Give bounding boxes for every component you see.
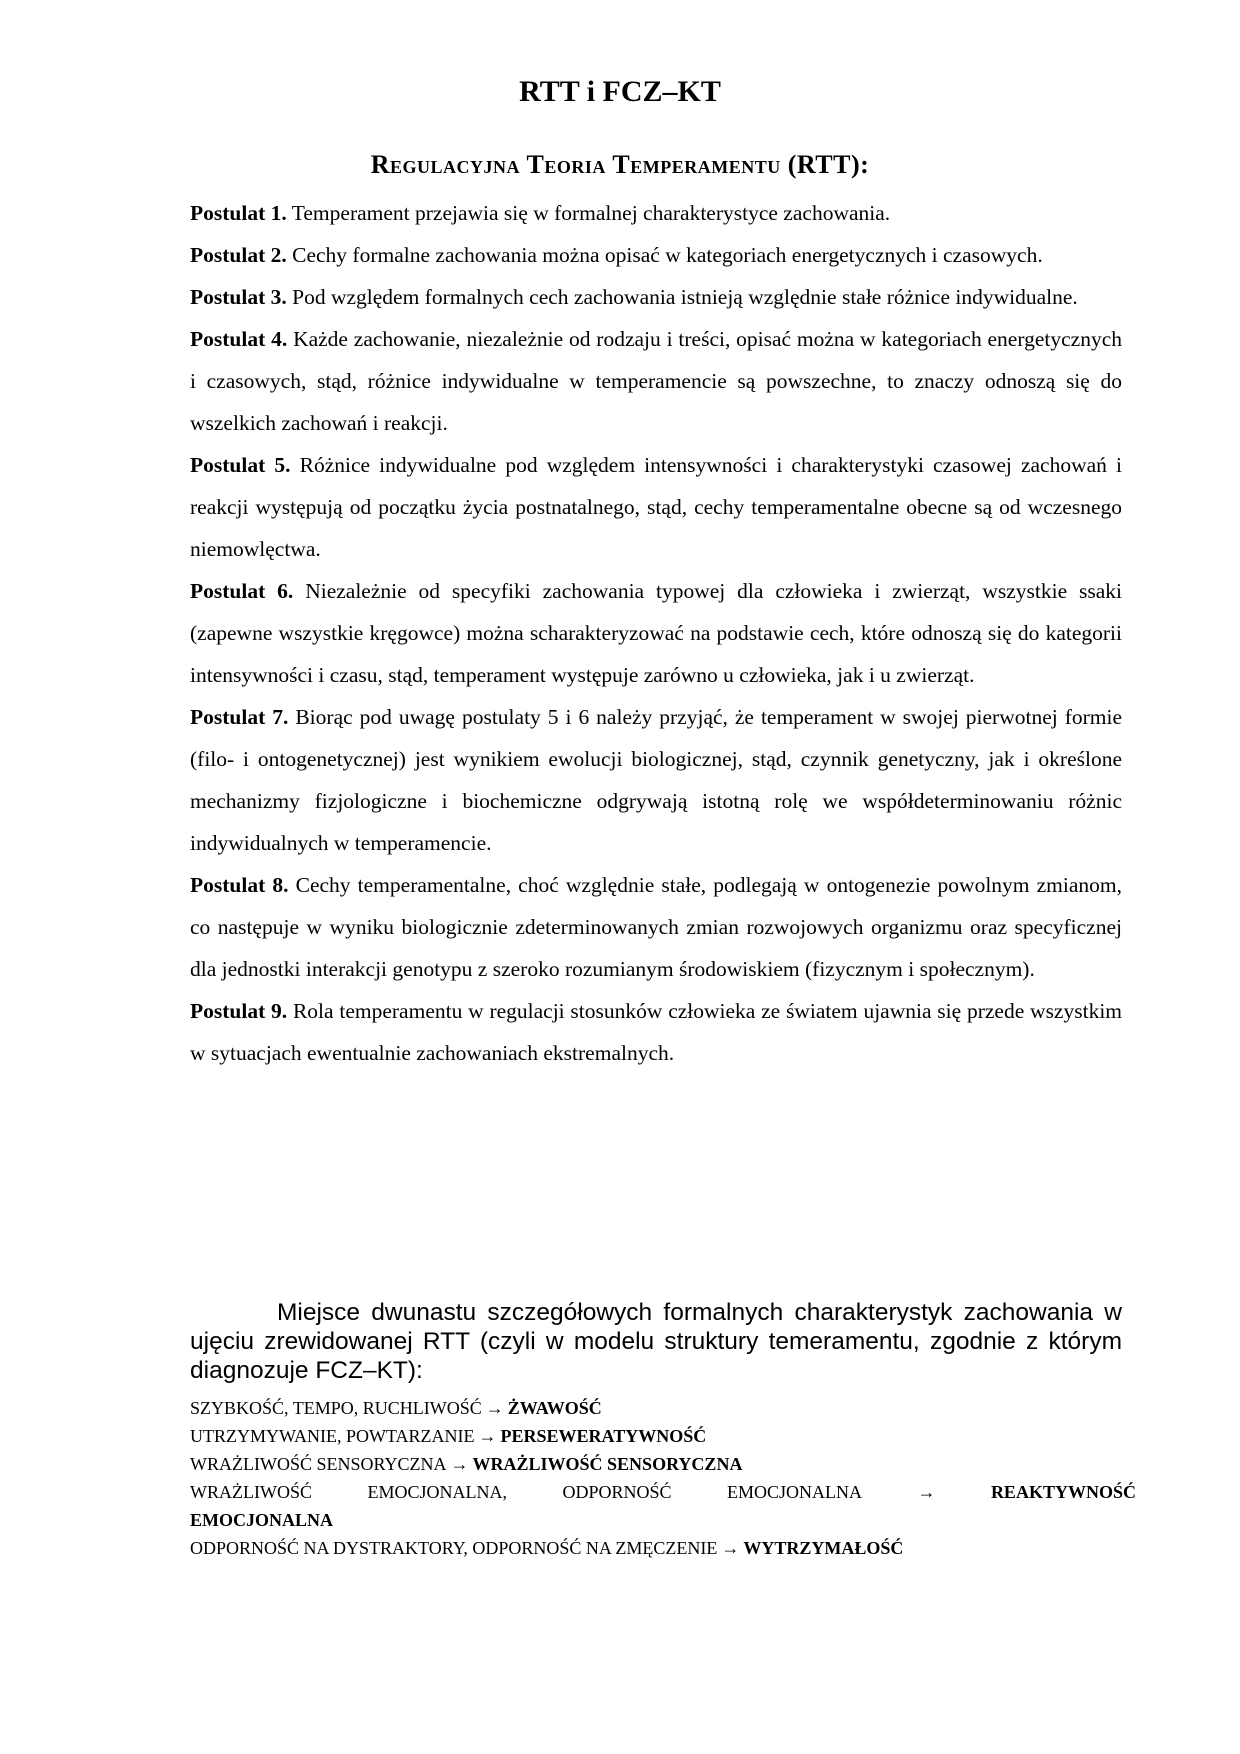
mapping-result: REAKTYWNOŚĆ [990,1482,1136,1502]
mapping-source: ODPORNOŚĆ NA DYSTRAKTORY, ODPORNOŚĆ NA ZMĘCZENIE [190,1538,718,1558]
postulate-text: Cechy temperamentalne, choć względnie stałe, podlegają w ontogenezie powolnym zmianom, co następuje w wyniku biologicznie zdeterminowanych zmian rozwojowych organizmu oraz specyficznej dla jednostki interakcji genotypu z szeroko rozumianym środowiskiem (fizycznym i społecznym). [190,873,1123,981]
postulate-item [190,570,1122,696]
postulate-text: Niezależnie od specyfiki zachowania typowej dla człowieka i zwierząt, wszystkie ssaki (zapewne wszystkie kręgowce) można scharakteryzować na podstawie cech, które odnoszą się do kategorii intensywności i czasu, stąd, temperament występuje zarówno u człowieka, jak i u zwierząt. [190,579,1123,687]
postulate-item [190,990,1122,1074]
postulate-item [190,696,1122,864]
postulate-label: Postulat 8. [190,873,289,897]
characteristics-mapping-list [190,1394,1136,1562]
postulate-item [190,192,1122,234]
postulate-text: Rola temperamentu w regulacji stosunków człowieka ze światem ujawnia się przede wszystkim w sytuacjach ewentualnie zachowaniach ekstremalnych. [190,999,1123,1065]
mapping-source-word: ODPORNOŚĆ [562,1482,672,1502]
postulate-item [190,234,1122,276]
postulate-text: Pod względem formalnych cech zachowania istnieją względnie stałe różnice indywidualne. [292,285,1078,309]
mapping-source: UTRZYMYWANIE, POWTARZANIE [190,1426,475,1446]
mapping-justified-row [190,1478,1136,1506]
model-paragraph: Miejsce dwunastu szczegółowych formalnych charakterystyk zachowania w ujęciu zrewidowanej RTT (czyli w modelu struktury temeramentu, zgodnie z którym diagnozuje FCZ–KT): [190,1299,1122,1384]
mapping-source: WRAŻLIWOŚĆ SENSORYCZNA [190,1454,447,1474]
mapping-source: SZYBKOŚĆ, TEMPO, RUCHLIWOŚĆ [190,1398,482,1418]
arrow-right-icon: → [478,1426,497,1446]
postulate-list [190,192,1122,1074]
postulate-label: Postulat 9. [190,999,288,1023]
postulate-text: Biorąc pod uwagę postulaty 5 i 6 należy przyjąć, że temperament w swojej pierwotnej formie (filo- i ontogenetycznej) jest wynikiem ewolucji biologicznej, stąd, czynnik genetyczny, jak i określone mechanizmy fizjologiczne i biochemiczne odgrywają istotną rolę we współdeterminowaniu różnic indywidualnych w temperamencie. [190,705,1123,855]
mapping-item [190,1394,1136,1422]
arrow-right-icon: → [485,1398,504,1418]
postulate-label: Postulat 6. [190,579,294,603]
postulate-text: Różnice indywidualne pod względem intensywności i charakterystyki czasowej zachowań i reakcji występują od początku życia postnatalnego, stąd, cechy temperamentalne obecne są od wczesnego niemowlęctwa. [190,453,1123,561]
mapping-item [190,1478,1136,1534]
section-heading: Regulacyjna Teoria Temperamentu (RTT): [370,150,870,179]
mapping-result: ŻWAWOŚĆ [507,1398,602,1418]
mapping-item [190,1422,1136,1450]
mapping-item [190,1450,1136,1478]
arrow-right-icon: → [721,1538,740,1558]
postulate-label: Postulat 4. [190,327,288,351]
postulate-label: Postulat 2. [190,243,287,267]
postulate-label: Postulat 7. [190,705,289,729]
postulate-label: Postulat 5. [190,453,291,477]
postulate-text: Cechy formalne zachowania można opisać w kategoriach energetycznych i czasowych. [292,243,1043,267]
postulate-item [190,444,1122,570]
postulate-text: Temperament przejawia się w formalnej charakterystyce zachowania. [291,201,891,225]
mapping-source-word: WRAŻLIWOŚĆ [190,1482,312,1502]
mapping-result-continuation: EMOCJONALNA [190,1510,333,1530]
postulate-item [190,318,1122,444]
postulate-label: Postulat 3. [190,285,287,309]
mapping-item [190,1534,1136,1562]
mapping-result: PERSEWERATYWNOŚĆ [500,1426,707,1446]
mapping-result: WRAŻLIWOŚĆ SENSORYCZNA [472,1454,743,1474]
arrow-right-icon: → [450,1454,469,1474]
postulate-item [190,276,1122,318]
document-title: RTT i FCZ–KT [519,75,721,108]
mapping-source-word: EMOCJONALNA, [367,1482,507,1502]
postulate-text: Każde zachowanie, niezależnie od rodzaju i treści, opisać można w kategoriach energetycznych i czasowych, stąd, różnice indywidualne w temperamencie są powszechne, to znaczy odnoszą się do wszelkich zachowań i reakcji. [190,327,1123,435]
mapping-source-word: EMOCJONALNA [726,1482,862,1502]
postulate-item [190,864,1122,990]
arrow-right-icon: → [917,1482,936,1502]
postulate-label: Postulat 1. [190,201,287,225]
mapping-result: WYTRZYMAŁOŚĆ [743,1538,904,1558]
